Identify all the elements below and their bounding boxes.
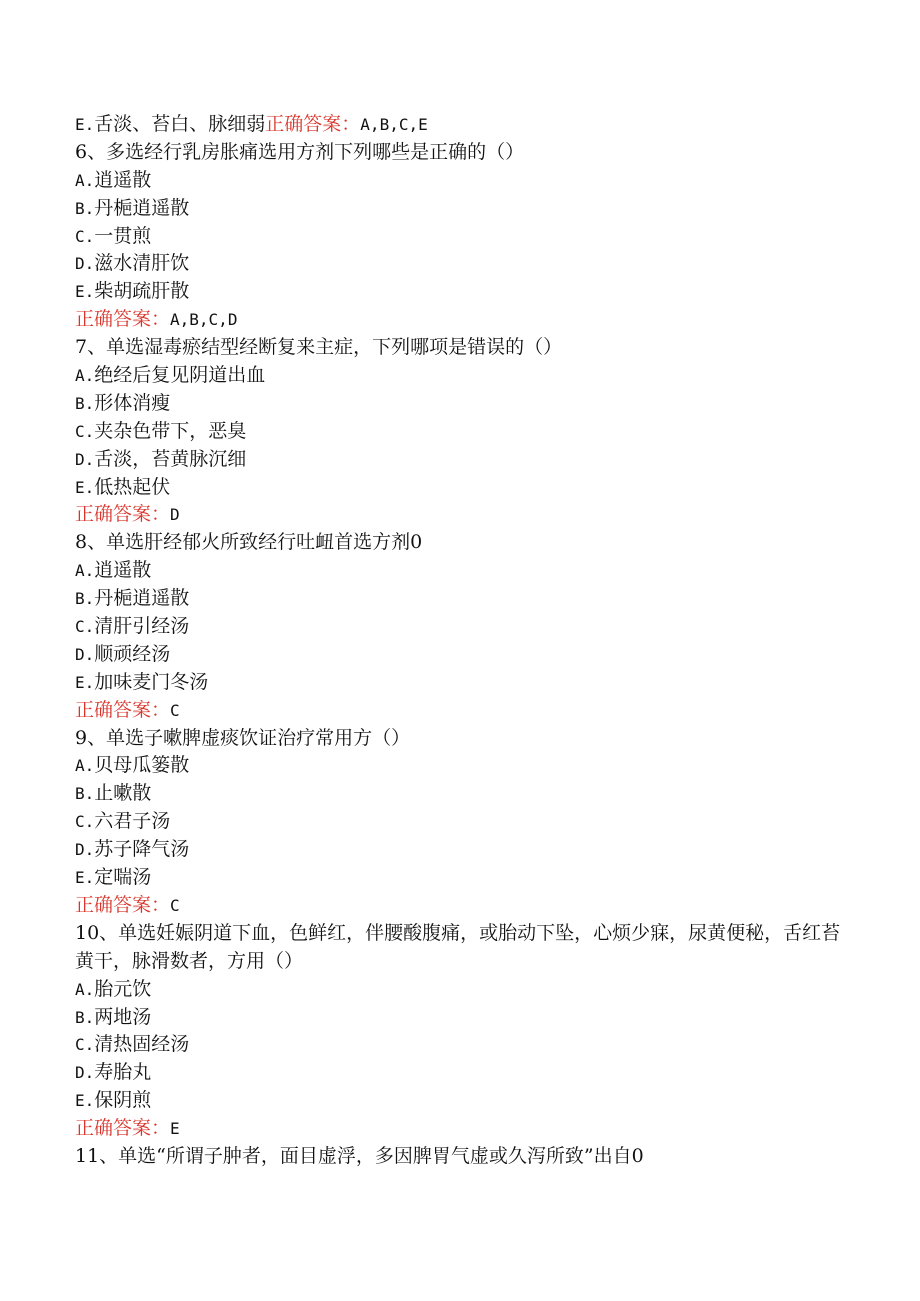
answer-option [75,1004,845,1032]
option-text: 一贯煎 [94,224,152,247]
question-text: 6、多选经行乳房胀痛选用方剂下列哪些是正确的（） [75,140,525,163]
correct-answer-value: C [170,895,180,915]
option-text: 贝母瓜篓散 [94,754,190,777]
option-text: 定喘汤 [94,866,152,889]
option-text: 清肝引经汤 [94,615,190,638]
option-letter: C. [75,617,95,637]
answer-option [75,223,845,251]
option-letter: E. [75,868,95,888]
answer-option [75,864,845,892]
correct-answer [75,501,845,529]
option-letter: D. [75,254,95,274]
answer-option [75,446,845,474]
option-letter: E. [75,115,95,134]
option-letter: A. [75,170,95,190]
correct-answer-value: D [170,505,180,525]
answer-option [75,613,845,641]
correct-answer-label: 正确答案： [75,1117,171,1140]
correct-answer-value: A,B,C,E [360,115,428,134]
option-letter: B. [75,198,95,218]
correct-answer [75,1115,845,1143]
answer-option [75,195,845,223]
option-text: 寿胎丸 [94,1061,152,1084]
question-text: 9、单选子嗽脾虚痰饮证治疗常用方（） [75,726,411,749]
answer-option [75,111,845,139]
option-letter: E. [75,282,95,302]
question-text: 7、单选湿毒瘀结型经断复来主症，下列哪项是错误的（） [75,336,563,359]
option-text: 绝经后复见阴道出血 [94,364,266,387]
question-text: 8、单选肝经郁火所致经行吐衄首选方剂0 [75,531,423,554]
option-text: 柴胡疏肝散 [94,280,190,303]
option-letter: E. [75,1091,95,1111]
option-text: 丹梔逍遥散 [94,587,190,610]
answer-option [75,836,845,864]
option-text: 六君子汤 [94,810,171,833]
correct-answer [75,892,845,920]
option-letter: C. [75,226,95,246]
answer-option [75,780,845,808]
option-letter: B. [75,393,95,413]
option-text: 清热固经汤 [94,1033,190,1056]
option-text: 加味麦门冬汤 [94,670,209,693]
option-text: 保阴煎 [94,1089,152,1112]
option-text: 逍遥散 [94,168,152,191]
correct-answer [75,697,845,725]
question-list [75,111,845,1171]
correct-answer-label: 正确答案： [265,113,361,135]
option-letter: D. [75,840,95,860]
option-letter: C. [75,812,95,832]
option-text: 形体消瘦 [94,391,171,414]
answer-option [75,1031,845,1059]
correct-answer-label: 正确答案： [75,308,171,331]
option-text: 丹梔逍遥散 [94,196,190,219]
answer-option [75,976,845,1004]
answer-option [75,362,845,390]
question-text: 11、单选“所谓子肿者，面目虚浮，多因脾胃气虚或久泻所致”出自0 [75,1144,644,1167]
option-letter: C. [75,1035,95,1055]
answer-option [75,585,845,613]
correct-answer-value: C [170,700,180,720]
option-letter: A. [75,756,95,776]
option-text: 逍遥散 [94,559,152,582]
answer-option [75,808,845,836]
option-text: 止嗽散 [94,782,152,805]
option-text: 滋水清肝饮 [94,252,190,275]
option-letter: A. [75,561,95,581]
option-text: 苏子降气汤 [94,838,190,861]
answer-option [75,752,845,780]
answer-option [75,641,845,669]
answer-option [75,390,845,418]
option-text: 舌淡、苔白、脉细弱 [94,113,266,135]
correct-answer-value: A,B,C,D [170,310,238,330]
option-letter: D. [75,1063,95,1083]
option-text: 夹杂色带下，恶臭 [94,419,247,442]
question-text: 10、单选妊娠阴道下血，色鲜红，伴腰酸腹痛，或胎动下坠，心烦少寐，尿黄便秘，舌红苔黄干，脉滑数者，方用（） [75,921,841,972]
answer-option [75,1059,845,1087]
correct-answer [75,306,845,334]
option-text: 两地汤 [94,1005,152,1028]
option-letter: B. [75,784,95,804]
answer-option [75,1087,845,1115]
option-letter: B. [75,589,95,609]
option-letter: A. [75,366,95,386]
option-text: 胎元饮 [94,977,152,1000]
option-text: 低热起伏 [94,475,171,498]
option-letter: E. [75,477,95,497]
option-letter: D. [75,644,95,664]
answer-option [75,278,845,306]
answer-option [75,669,845,697]
correct-answer-value: E [170,1119,180,1139]
option-letter: D. [75,449,95,469]
option-letter: B. [75,1007,95,1027]
answer-option [75,250,845,278]
option-text: 顺顽经汤 [94,642,171,665]
answer-option [75,418,845,446]
option-text: 舌淡，苔黄脉沉细 [94,447,247,470]
option-letter: A. [75,979,95,999]
correct-answer-label: 正确答案： [75,698,171,721]
correct-answer-label: 正确答案： [75,893,171,916]
option-letter: E. [75,672,95,692]
answer-option [75,167,845,195]
answer-option [75,557,845,585]
option-letter: C. [75,421,95,441]
correct-answer-label: 正确答案： [75,503,171,526]
answer-option [75,474,845,502]
